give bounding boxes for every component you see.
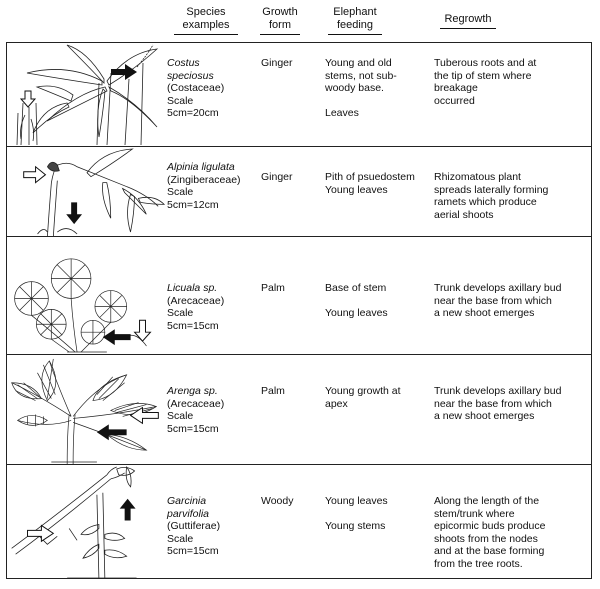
feeding-cell: Young leaves Young stems: [325, 495, 388, 532]
feeding-cell: Pith of psuedostem Young leaves: [325, 171, 415, 196]
feeding-cell: Young growth at apex: [325, 385, 401, 410]
header-regrowth: Regrowth: [440, 13, 496, 26]
white-arrow-icon: [131, 408, 159, 424]
header-elephant-feeding: Elephant feeding: [328, 6, 382, 32]
growth-form-cell: Woody: [261, 495, 294, 507]
white-arrow-icon: [24, 167, 46, 183]
black-arrow-icon: [103, 329, 131, 345]
row-arenga: [7, 354, 591, 464]
regrowth-cell: Along the length of the stem/trunk where epicormic buds produce shoots from the nodes and at the base forming from the tree roots.: [434, 495, 546, 570]
black-arrow-icon: [120, 499, 136, 521]
white-arrow-icon: [135, 320, 151, 341]
black-arrow-icon: [97, 424, 127, 440]
species-cell: Costus speciosus (Costaceae) Scale 5cm=20cm: [167, 57, 225, 119]
row-licuala: [7, 236, 591, 354]
arenga-illustration: [7, 355, 165, 464]
header-species: Species examples: [174, 6, 238, 32]
regrowth-cell: Trunk develops axillary bud near the base from which a new shoot emerges: [434, 385, 562, 422]
black-arrow-icon: [66, 202, 82, 224]
species-cell: Alpinia ligulata (Zingiberaceae) Scale 5cm=12cm: [167, 161, 241, 211]
growth-form-cell: Ginger: [261, 57, 293, 69]
growth-form-cell: Palm: [261, 385, 285, 397]
black-arrow-icon: [111, 64, 137, 80]
growth-form-cell: Ginger: [261, 171, 293, 183]
row-alpinia: [7, 146, 591, 236]
species-cell: Garcinia parvifolia (Guttiferae) Scale 5cm=15cm: [167, 495, 221, 557]
species-cell: Licuala sp. (Arecaceae) Scale 5cm=15cm: [167, 282, 225, 332]
row-garcinia: [7, 464, 591, 578]
row-costus: [7, 43, 591, 146]
licuala-illustration: [7, 237, 165, 354]
costus-illustration: [7, 43, 165, 146]
feeding-cell: Base of stem Young leaves: [325, 282, 388, 319]
regrowth-cell: Trunk develops axillary bud near the base from which a new shoot emerges: [434, 282, 562, 319]
header-growth-form: Growth form: [260, 6, 300, 32]
white-arrow-icon: [28, 525, 54, 541]
regrowth-cell: Tuberous roots and at the tip of stem where breakage occurred: [434, 57, 537, 107]
species-cell: Arenga sp. (Arecaceae) Scale 5cm=15cm: [167, 385, 225, 435]
alpinia-illustration: [7, 147, 165, 236]
regrowth-cell: Rhizomatous plant spreads laterally forming ramets which produce aerial shoots: [434, 171, 549, 221]
species-table: [6, 42, 592, 579]
feeding-cell: Young and old stems, not sub- woody base. Leaves: [325, 57, 397, 119]
growth-form-cell: Palm: [261, 282, 285, 294]
garcinia-illustration: [7, 465, 165, 578]
